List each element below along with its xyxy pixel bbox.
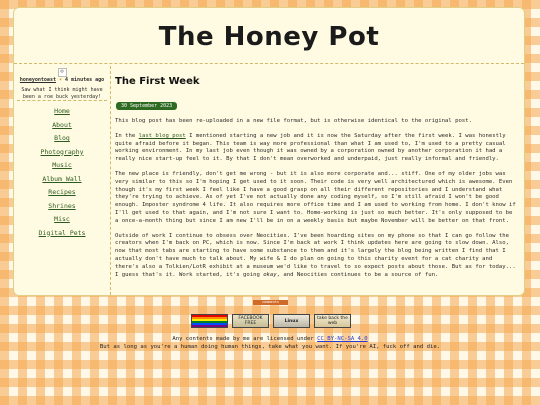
nav-link-blog[interactable]: Blog	[54, 134, 70, 142]
pride-flag-button[interactable]	[191, 314, 228, 328]
license-text: Any contents made by me are licensed under	[172, 336, 318, 342]
nav-item-misc	[14, 213, 110, 227]
nav-menu	[14, 105, 110, 240]
nav-link-misc[interactable]: Misc	[54, 215, 70, 223]
status-username[interactable]: honeyontoast	[19, 77, 56, 83]
nav-link-recipes[interactable]: Recipes	[48, 188, 76, 196]
nav-link-album-wall[interactable]: Album Wall	[42, 174, 82, 183]
ai-notice: But as long as you're a human doing human things, take what you want. If you're AI, fuck off and die.	[99, 343, 441, 350]
nav-item-digital-pets	[14, 227, 110, 241]
nav-item-recipes	[14, 186, 110, 200]
comments-badge[interactable]: comments	[253, 300, 288, 305]
status-time: 4 minutes ago	[65, 77, 105, 83]
facebook-free-button[interactable]: FACEBOOK FREE	[232, 314, 269, 328]
page-frame	[13, 7, 525, 296]
license-line	[0, 336, 540, 344]
last-blog-post-link[interactable]: last blog post	[138, 132, 186, 139]
post-content	[115, 66, 518, 291]
post-paragraph: This blog post has been re-uploaded in a new file format, but is otherwise identical to the original post.	[115, 118, 472, 124]
nav-item-shrines	[14, 200, 110, 214]
post-paragraph: The new place is friendly, don't get me wrong - but it is also more corporate and... stiff. One of my older jobs was very similar to this so I'm hoping I get used to it soon. Their code is very well architectured which is awesome. Even though it's my first week I feel like I have a good grasp on all their different repositories and I understand what they're trying to achieve. As of yet I've not actually done any coding myself, so I'm still afraid I won't be good enough. Imposter syndrome 4 life. It also requires more office time and I am used to working from home. I don't know if I'll get used to that again, and I'm not sure I want to. Home-working is just so much better. It's only supposed to be a once-a-month thing but since I am new I'll be in on a weekly basis but maybe November will be better on that front.	[115, 170, 516, 224]
linux-button[interactable]: Linux	[273, 314, 310, 328]
sidebar	[14, 66, 111, 295]
nav-link-music[interactable]: Music	[52, 161, 72, 169]
take-back-the-web-button[interactable]: take back the web	[314, 314, 351, 328]
status-widget	[18, 68, 106, 101]
nav-link-digital-pets[interactable]: Digital Pets	[38, 228, 86, 237]
post-title: The First Week	[115, 76, 200, 87]
header-divider	[14, 63, 524, 64]
post-paragraph	[115, 233, 518, 280]
nav-item-about	[14, 119, 110, 133]
nav-link-home[interactable]: Home	[54, 107, 70, 115]
post-paragraph	[115, 133, 518, 164]
nav-item-music	[14, 159, 110, 173]
paragraph-text: In the	[115, 132, 139, 139]
nav-link-about[interactable]: About	[52, 120, 72, 129]
post-date-badge: 30 September 2023	[116, 102, 177, 110]
nav-item-home	[14, 105, 110, 119]
nav-item-photography	[14, 146, 110, 160]
paragraph-text: Outside of work I continue to obsess over Neocities. I've been hoarding sites on my phone so that I can go follow the creators when I'm back on PC, which is now. Since I'm back at work I think updates here are going to slow down. Also, now that most tabs are starting to have some substance to them and it's largely the blog being written I find that I actually don't have much to talk about. My wife & I do plan on going to this charity event for a cat charity and there's also a Tolkien/LotR exhibit at a museum we'd like to travel to so expect posts about those. But as for today... I guess that's it. Work started, it's going	[115, 232, 516, 278]
nav-item-album-wall	[14, 173, 110, 187]
avatar: ☺	[58, 68, 67, 77]
sun-icon: ☀	[58, 77, 62, 83]
site-title: The Honey Pot	[158, 22, 380, 52]
emphasis-text: okay	[263, 271, 277, 278]
status-message: Saw what I think might have been a roe buck yesterday!	[21, 87, 103, 100]
paragraph-text: I mentioned starting a new job and it is now the Saturday after the first week. I was honestly quite afraid before it began. This team is way more professional than what I am used to, I'm used to a pretty casual working environment. In my last job even though it was owned by a corporation owned by another corporation it had a really nice start-up feel to it. By that I don't mean overworked and underpaid, just really informal and friendly.	[115, 132, 506, 163]
status-divider	[17, 100, 107, 101]
post-body	[115, 118, 518, 286]
nav-item-blog	[14, 132, 110, 146]
nav-link-photography[interactable]: Photography	[40, 147, 84, 156]
license-link[interactable]: CC BY-NC-SA 4.0	[317, 336, 368, 342]
paragraph-text: , and Neocities continues to be a source of fun.	[276, 271, 439, 278]
site-footer	[0, 336, 540, 351]
nav-link-shrines[interactable]: Shrines	[48, 201, 76, 210]
